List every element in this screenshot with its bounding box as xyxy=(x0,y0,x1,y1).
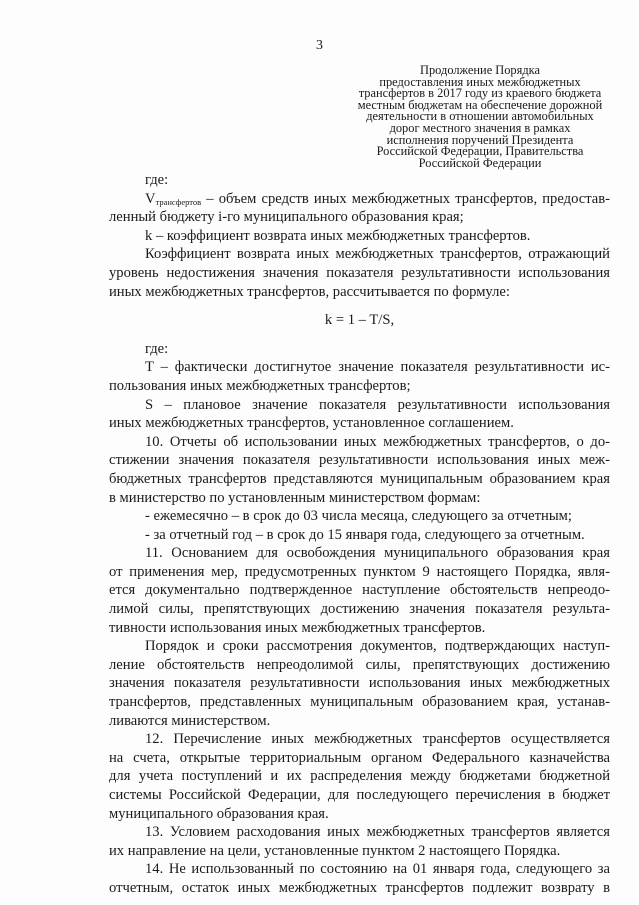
where-label: где: xyxy=(145,340,169,357)
header-line: деятельности в отношении автомобильных xyxy=(366,109,594,124)
text-line: ется документально подтвержденное наступление обстоятельств непреодо- xyxy=(109,582,610,599)
text-line: Коэффициент возврата иных межбюджетных трансфертов, отражающий xyxy=(145,246,610,263)
text-line: отчетным, остаток иных межбюджетных трансфертов подлежит возврату в xyxy=(109,879,610,896)
text-line: лимой силы, препятствующих достижению значения показателя результа- xyxy=(109,601,610,618)
header-line: Продолжение Порядка xyxy=(420,63,540,77)
text-line: их направление на цели, установленные пунктом 2 настоящего Порядка. xyxy=(109,842,561,859)
text-line: на счета, открытые территориальным органом Федерального казначейства xyxy=(109,749,610,766)
text-line: уровень недостижения значения показателя результативности использования xyxy=(109,264,610,281)
where-label: где: xyxy=(145,172,169,188)
text-line: системы Российской Федерации, для последующего перечисления в бюджет xyxy=(109,787,610,803)
text-line: 14. Не использованный по состоянию на 01 января года, следующего за xyxy=(145,861,610,878)
text-line: значения показателя результативности использования иных межбюджетных xyxy=(109,675,610,692)
paragraph-11 xyxy=(109,544,610,637)
text-line: тивности использования иных межбюджетных трансфертов. xyxy=(109,619,486,636)
header-line: Российской Федерации, Правительства xyxy=(376,144,584,159)
text-line: бюджетных трансфертов представляются муниципальным образованием края xyxy=(109,470,610,487)
text-line: ленный бюджету i-го муниципального образования края; xyxy=(109,209,464,226)
list-item: - ежемесячно – в срок до 03 числа месяца, следующего за отчетным; xyxy=(145,508,572,525)
v-definition-text: – объем средств иных межбюджетных трансфертов, предостав- xyxy=(201,190,610,207)
document-body xyxy=(109,171,610,898)
paragraph-14 xyxy=(109,860,610,897)
definition-k: k – коэффициент возврата иных межбюджетных трансфертов. xyxy=(145,227,531,244)
v-subscript: трансфертов xyxy=(155,196,202,207)
definition-t xyxy=(109,358,610,395)
formula: k = 1 – T/S, xyxy=(324,312,395,329)
text-line: в министерство по установленным министерством формам: xyxy=(109,489,481,506)
header-line: местным бюджетам на обеспечение дорожной xyxy=(357,97,603,112)
paragraph-10 xyxy=(109,433,610,507)
page-number: 3 xyxy=(316,38,323,53)
v-symbol: V xyxy=(145,190,156,207)
text-line: 10. Отчеты об использовании иных межбюджетных трансфертов, о до- xyxy=(145,433,610,450)
paragraph-procedure xyxy=(109,637,610,730)
paragraph-coefficient xyxy=(109,245,610,301)
text-line: ление обстоятельств непреодолимой силы, препятствующих достижению xyxy=(109,656,610,673)
definition-s xyxy=(109,396,610,433)
text-line: муниципального образования края. xyxy=(109,805,329,822)
text-line: иных межбюджетных трансфертов, установленное соглашением. xyxy=(109,415,514,432)
paragraph-12 xyxy=(109,730,610,823)
list-item: - за отчетный год – в срок до 15 января года, следующего за отчетным. xyxy=(145,526,585,543)
text-line: для учета поступлений и их распределения между бюджетами бюджетной xyxy=(109,768,610,785)
header-line: дорог местного значения в рамках xyxy=(389,120,571,135)
text-line: ливаются министерством. xyxy=(109,712,271,729)
text-line: от применения мер, предусмотренных пунктом 9 настоящего Порядка, явля- xyxy=(109,563,610,580)
text-line: T – фактически достигнутое значение показателя результативности ис- xyxy=(145,359,610,376)
text-line: пользования иных межбюджетных трансфертов; xyxy=(109,377,411,394)
header-line: исполнения поручений Президента xyxy=(386,132,574,147)
text-line: 11. Основанием для освобождения муниципального образования края xyxy=(145,545,610,562)
text-line: стижении значения показателя результативности использования иных меж- xyxy=(109,452,610,469)
text-line: иных межбюджетных трансфертов, рассчитывается по формуле: xyxy=(109,283,510,300)
definition-v xyxy=(109,190,610,227)
header-line: Российской Федерации xyxy=(418,155,542,170)
text-line: S – плановое значение показателя результативности использования xyxy=(145,396,610,413)
text-line: Порядок и сроки рассмотрения документов, подтверждающих наступ- xyxy=(145,638,610,655)
header-line: трансфертов в 2017 году из краевого бюджета xyxy=(358,86,602,101)
text-line: 13. Условием расходования иных межбюджетных трансфертов является xyxy=(145,824,610,841)
text-line: 12. Перечисление иных межбюджетных трансфертов осуществляется xyxy=(145,731,610,748)
paragraph-13 xyxy=(109,823,610,860)
header-line: предоставления иных межбюджетных xyxy=(379,74,581,89)
document-header xyxy=(350,65,610,169)
text-line: трансфертов, представленных муниципальным образованием края, устанав- xyxy=(109,694,610,711)
